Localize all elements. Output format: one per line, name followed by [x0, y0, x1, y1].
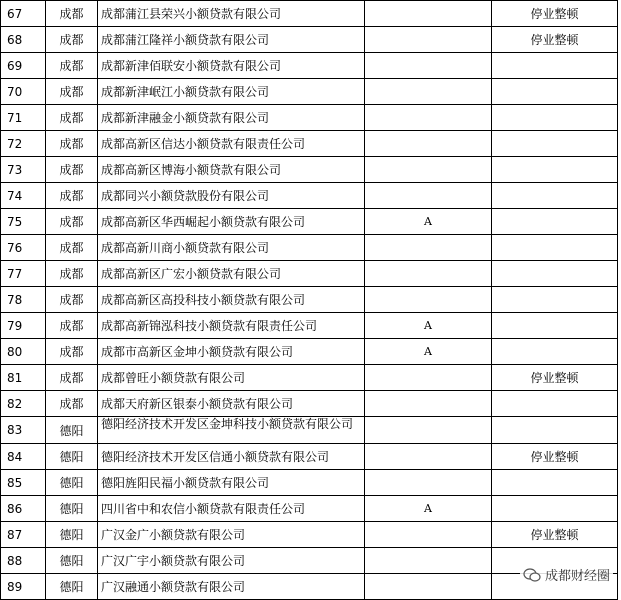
row-rating — [365, 574, 492, 600]
table-row — [1, 496, 618, 522]
table-row — [1, 391, 618, 417]
row-number: 85 — [1, 470, 46, 496]
row-status — [492, 53, 618, 79]
row-company-name: 成都高新区广宏小额贷款有限公司 — [98, 261, 365, 287]
row-city: 德阳 — [46, 444, 98, 470]
row-rating: A — [365, 313, 492, 339]
row-status — [492, 157, 618, 183]
row-status — [492, 209, 618, 235]
row-company-name: 成都蒲江县荣兴小额贷款有限公司 — [98, 1, 365, 27]
row-rating — [365, 470, 492, 496]
table-row — [1, 131, 618, 157]
row-company-name: 四川省中和农信小额贷款有限责任公司 — [98, 496, 365, 522]
table-row — [1, 313, 618, 339]
row-city: 成都 — [46, 391, 98, 417]
table-row — [1, 1, 618, 27]
row-city: 德阳 — [46, 417, 98, 444]
row-city: 成都 — [46, 235, 98, 261]
row-city: 成都 — [46, 79, 98, 105]
row-city: 成都 — [46, 105, 98, 131]
row-number: 81 — [1, 365, 46, 391]
row-rating — [365, 287, 492, 313]
row-number: 87 — [1, 522, 46, 548]
row-company-name: 成都高新区信达小额贷款有限责任公司 — [98, 131, 365, 157]
row-rating — [365, 522, 492, 548]
row-number: 69 — [1, 53, 46, 79]
row-company-name: 德阳经济技术开发区金坤科技小额贷款有限公司 — [98, 417, 365, 444]
row-company-name: 成都高新川商小额贷款有限公司 — [98, 235, 365, 261]
row-number: 84 — [1, 444, 46, 470]
row-status — [492, 313, 618, 339]
row-status — [492, 131, 618, 157]
row-rating — [365, 391, 492, 417]
table-row — [1, 27, 618, 53]
table-row — [1, 470, 618, 496]
row-company-name: 成都曾旺小额贷款有限公司 — [98, 365, 365, 391]
row-status: 停业整顿 — [492, 522, 618, 548]
row-status — [492, 417, 618, 444]
row-status — [492, 496, 618, 522]
row-number: 77 — [1, 261, 46, 287]
row-city: 德阳 — [46, 574, 98, 600]
row-city: 德阳 — [46, 496, 98, 522]
row-company-name: 广汉融通小额贷款有限公司 — [98, 574, 365, 600]
row-city: 德阳 — [46, 548, 98, 574]
row-number: 86 — [1, 496, 46, 522]
row-rating — [365, 53, 492, 79]
row-city: 成都 — [46, 339, 98, 365]
row-company-name: 成都高新区华西崛起小额贷款有限公司 — [98, 209, 365, 235]
row-status — [492, 287, 618, 313]
table-row — [1, 417, 618, 444]
row-status — [492, 339, 618, 365]
table-row — [1, 339, 618, 365]
row-rating — [365, 131, 492, 157]
row-status: 停业整顿 — [492, 444, 618, 470]
row-number: 82 — [1, 391, 46, 417]
row-company-name: 成都市高新区金坤小额贷款有限公司 — [98, 339, 365, 365]
row-city: 德阳 — [46, 522, 98, 548]
row-rating — [365, 183, 492, 209]
row-city: 德阳 — [46, 470, 98, 496]
row-status — [492, 105, 618, 131]
row-number: 76 — [1, 235, 46, 261]
row-status — [492, 391, 618, 417]
row-city: 成都 — [46, 313, 98, 339]
row-status — [492, 235, 618, 261]
row-number: 68 — [1, 27, 46, 53]
row-city: 成都 — [46, 287, 98, 313]
row-company-name: 德阳经济技术开发区信通小额贷款有限公司 — [98, 444, 365, 470]
table-row — [1, 183, 618, 209]
table-row — [1, 53, 618, 79]
table-row — [1, 209, 618, 235]
row-number: 67 — [1, 1, 46, 27]
row-number: 88 — [1, 548, 46, 574]
row-status: 停业整顿 — [492, 1, 618, 27]
row-company-name: 成都天府新区银泰小额贷款有限公司 — [98, 391, 365, 417]
row-number: 75 — [1, 209, 46, 235]
row-rating — [365, 157, 492, 183]
table-row — [1, 287, 618, 313]
row-company-name: 成都新津岷江小额贷款有限公司 — [98, 79, 365, 105]
row-rating: A — [365, 496, 492, 522]
table-row — [1, 79, 618, 105]
row-company-name: 成都高新区博海小额贷款有限公司 — [98, 157, 365, 183]
row-rating — [365, 1, 492, 27]
row-city: 成都 — [46, 1, 98, 27]
watermark — [520, 564, 613, 585]
row-city: 成都 — [46, 261, 98, 287]
row-rating — [365, 235, 492, 261]
table-row — [1, 157, 618, 183]
row-number: 83 — [1, 417, 46, 444]
row-company-name: 德阳旌阳民福小额贷款有限公司 — [98, 470, 365, 496]
row-status — [492, 79, 618, 105]
row-company-name: 广汉广宇小额贷款有限公司 — [98, 548, 365, 574]
table-row — [1, 261, 618, 287]
row-number: 79 — [1, 313, 46, 339]
row-rating — [365, 105, 492, 131]
row-company-name: 成都同兴小额贷款股份有限公司 — [98, 183, 365, 209]
row-number: 80 — [1, 339, 46, 365]
row-company-name: 成都高新锦泓科技小额贷款有限责任公司 — [98, 313, 365, 339]
row-status — [492, 470, 618, 496]
table-row — [1, 365, 618, 391]
row-status — [492, 183, 618, 209]
row-number: 71 — [1, 105, 46, 131]
row-company-name: 成都新津融金小额贷款有限公司 — [98, 105, 365, 131]
row-city: 成都 — [46, 365, 98, 391]
row-rating — [365, 365, 492, 391]
row-city: 成都 — [46, 183, 98, 209]
row-rating — [365, 417, 492, 444]
row-rating — [365, 444, 492, 470]
wechat-icon — [523, 568, 541, 582]
row-number: 72 — [1, 131, 46, 157]
row-city: 成都 — [46, 53, 98, 79]
watermark-text: 成都财经圈 — [544, 569, 610, 584]
row-number: 89 — [1, 574, 46, 600]
row-rating — [365, 261, 492, 287]
row-rating: A — [365, 339, 492, 365]
row-rating — [365, 548, 492, 574]
row-status: 停业整顿 — [492, 27, 618, 53]
row-status — [492, 261, 618, 287]
row-rating — [365, 79, 492, 105]
table-row — [1, 522, 618, 548]
row-number: 70 — [1, 79, 46, 105]
row-company-name: 广汉金广小额贷款有限公司 — [98, 522, 365, 548]
row-city: 成都 — [46, 27, 98, 53]
row-city: 成都 — [46, 131, 98, 157]
row-company-name: 成都蒲江隆祥小额贷款有限公司 — [98, 27, 365, 53]
row-city: 成都 — [46, 157, 98, 183]
row-number: 74 — [1, 183, 46, 209]
table-row — [1, 235, 618, 261]
row-rating — [365, 27, 492, 53]
row-number: 78 — [1, 287, 46, 313]
table-row — [1, 444, 618, 470]
row-company-name: 成都高新区高投科技小额贷款有限公司 — [98, 287, 365, 313]
row-city: 成都 — [46, 209, 98, 235]
row-status: 停业整顿 — [492, 365, 618, 391]
row-number: 73 — [1, 157, 46, 183]
table-row — [1, 105, 618, 131]
row-rating: A — [365, 209, 492, 235]
row-company-name: 成都新津佰联安小额贷款有限公司 — [98, 53, 365, 79]
